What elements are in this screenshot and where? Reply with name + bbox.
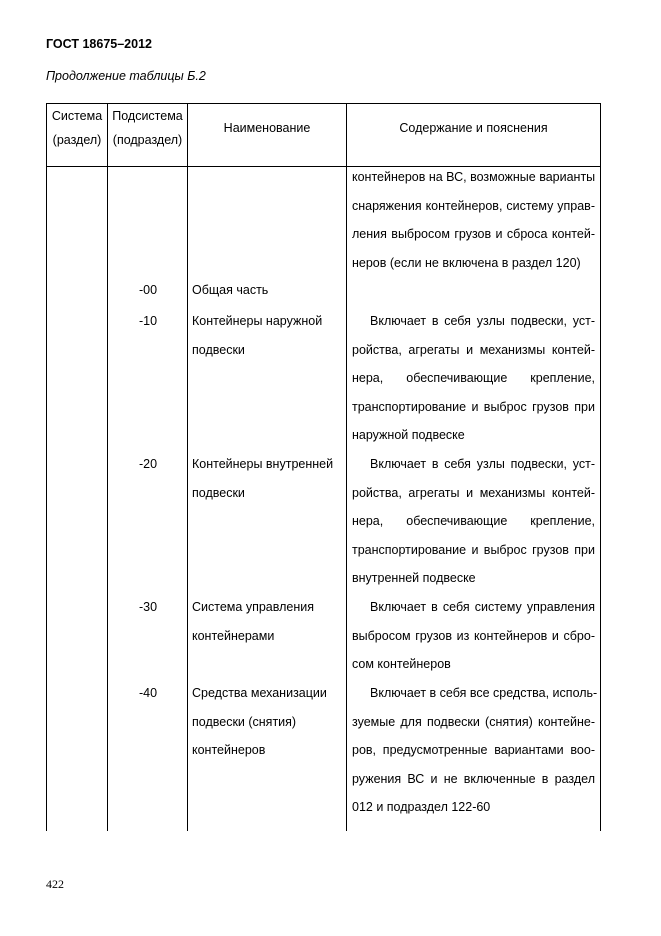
desc-line: Включает в себя все средства, исполь- [370,686,598,700]
header-description: Содержание и пояснения [399,121,548,135]
row-code: -40 [138,686,158,700]
intro-description [352,163,595,277]
name-line: Система управления [192,600,314,614]
row-code: -10 [138,314,158,328]
row-code: -20 [138,457,158,471]
systems-table [46,103,601,831]
row-name [192,679,347,765]
column-divider [187,104,188,831]
desc-line: сом контейнеров [352,657,451,671]
header-subsystem-line2: (подраздел) [112,133,183,147]
row-description [352,593,595,679]
row-code: -00 [138,283,158,297]
desc-line: внутренней подвеске [352,571,476,585]
name-line: подвески [192,342,245,357]
desc-line: ружения ВС и не включенные в раздел [352,771,595,786]
name-line: контейнеров [192,743,266,757]
desc-line: ления выбросом грузов и сброса контей- [352,227,595,241]
desc-line: нера, обеспечивающие крепление, [352,514,595,528]
name-line: контейнерами [192,628,275,643]
row-name [192,307,347,364]
table-continuation-caption: Продолжение таблицы Б.2 [46,69,206,83]
desc-line: снаряжения контейнеров, систему управ- [352,198,595,213]
column-divider [107,104,108,831]
desc-line: ройства, агрегаты и механизмы контей- [352,485,595,500]
header-name: Наименование [223,121,311,135]
header-system [47,104,107,152]
desc-line: ройства, агрегаты и механизмы контей- [352,342,595,357]
desc-line: Включает в себя узлы подвески, уст- [370,457,595,471]
row-code: -30 [138,600,158,614]
desc-line: Включает в себя узлы подвески, уст- [370,314,595,328]
header-subsystem [108,104,187,152]
desc-line: Включает в себя систему управления [370,600,595,614]
header-system-line1: Система [51,109,103,123]
name-line: Контейнеры внутренней [192,457,334,471]
row-name [192,593,347,650]
header-system-line2: (раздел) [52,133,102,147]
page-number: 422 [46,877,64,891]
name-line: подвески (снятия) [192,714,297,729]
desc-line: зуемые для подвески (снятия) контейне- [352,714,595,729]
name-line: подвески [192,485,245,500]
row-name [192,276,347,305]
name-line: Контейнеры наружной [192,314,323,328]
desc-line: 012 и подраздел 122-60 [352,800,491,814]
desc-line: наружной подвеске [352,428,465,442]
header-subsystem-line1: Подсистема [112,109,183,123]
row-description [352,450,595,593]
name-line: Средства механизации [192,686,327,700]
desc-line: выбросом грузов из контейнеров и сбро- [352,628,595,643]
name-line: Общая часть [192,283,269,297]
row-description [352,307,595,450]
desc-line: неров (если не включена в раздел 120) [352,255,581,270]
desc-line: транспортирование и выброс грузов при [352,542,595,557]
desc-line: нера, обеспечивающие крепление, [352,371,595,385]
desc-line: ров, предусмотренные вариантами воо- [352,743,595,757]
standard-designation: ГОСТ 18675–2012 [46,37,152,51]
row-name [192,450,347,507]
desc-line: транспортирование и выброс грузов при [352,399,595,414]
desc-line: контейнеров на ВС, возможные варианты [352,170,596,184]
row-description [352,679,598,822]
